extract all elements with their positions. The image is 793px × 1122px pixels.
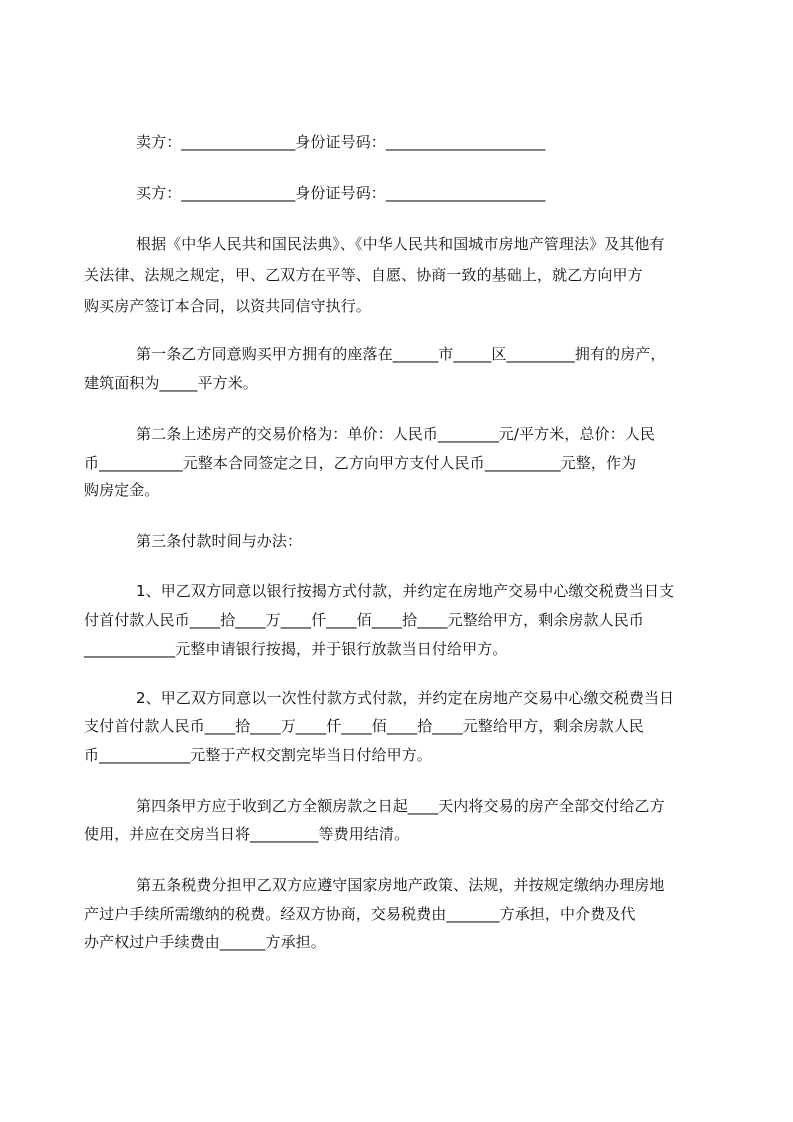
article-2-line-1: 第二条上述房产的交易价格为：单价：人民币________元/平方米，总价：人民	[136, 425, 655, 443]
seller-line: 卖方：_______________身份证号码：_____________________	[136, 133, 546, 151]
article-3-item-2-line-2: 支付首付款人民币____拾____万____仟____佰____拾____元整给甲方，剩余房款人民	[84, 717, 644, 735]
article-3-item-1-line-3: ____________元整申请银行按揭，并于银行放款当日付给甲方。	[84, 640, 508, 658]
article-5-line-2: 产过户手续所需缴纳的税费。经双方协商，交易税费由_______方承担，中介费及代	[84, 905, 636, 923]
article-5-line-1: 第五条税费分担甲乙双方应遵守国家房地产政策、法规，并按规定缴纳办理房地	[136, 876, 665, 894]
article-3-title: 第三条付款时间与办法：	[136, 532, 303, 550]
article-2-line-2: 币___________元整本合同签定之日，乙方向甲方支付人民币__________元整，作为	[84, 454, 637, 472]
preamble-line-3: 购买房产签订本合同，以资共同信守执行。	[84, 297, 371, 315]
buyer-line: 买方：_______________身份证号码：_____________________	[136, 184, 546, 202]
article-4-line-2: 使用，并应在交房当日将_________等费用结清。	[84, 825, 410, 843]
article-1-line-1: 第一条乙方同意购买甲方拥有的座落在______市_____区_________拥有的房产，	[136, 345, 666, 363]
preamble-line-2: 关法律、法规之规定，甲、乙双方在平等、自愿、协商一致的基础上，就乙方向甲方	[84, 266, 643, 284]
article-4-line-1: 第四条甲方应于收到乙方全额房款之日起____天内将交易的房产全部交付给乙方	[136, 797, 665, 815]
article-5-line-3: 办产权过户手续费由______方承担。	[84, 933, 326, 951]
preamble-line-1: 根据《中华人民共和国民法典》、《中华人民共和国城市房地产管理法》及其他有	[136, 235, 665, 253]
article-3-item-2-line-1: 2、甲乙双方同意以一次性付款方式付款，并约定在房地产交易中心缴交税费当日	[136, 689, 675, 707]
article-3-item-1-line-1: 1、甲乙双方同意以银行按揭方式付款，并约定在房地产交易中心缴交税费当日支	[136, 582, 675, 600]
article-2-line-3: 购房定金。	[84, 481, 160, 499]
article-3-item-1-line-2: 付首付款人民币____拾____万____仟____佰____拾____元整给甲方，剩余房款人民币	[84, 611, 644, 629]
article-3-item-2-line-3: 币____________元整于产权交割完毕当日付给甲方。	[84, 746, 432, 764]
article-1-line-2: 建筑面积为_____平方米。	[84, 374, 258, 392]
